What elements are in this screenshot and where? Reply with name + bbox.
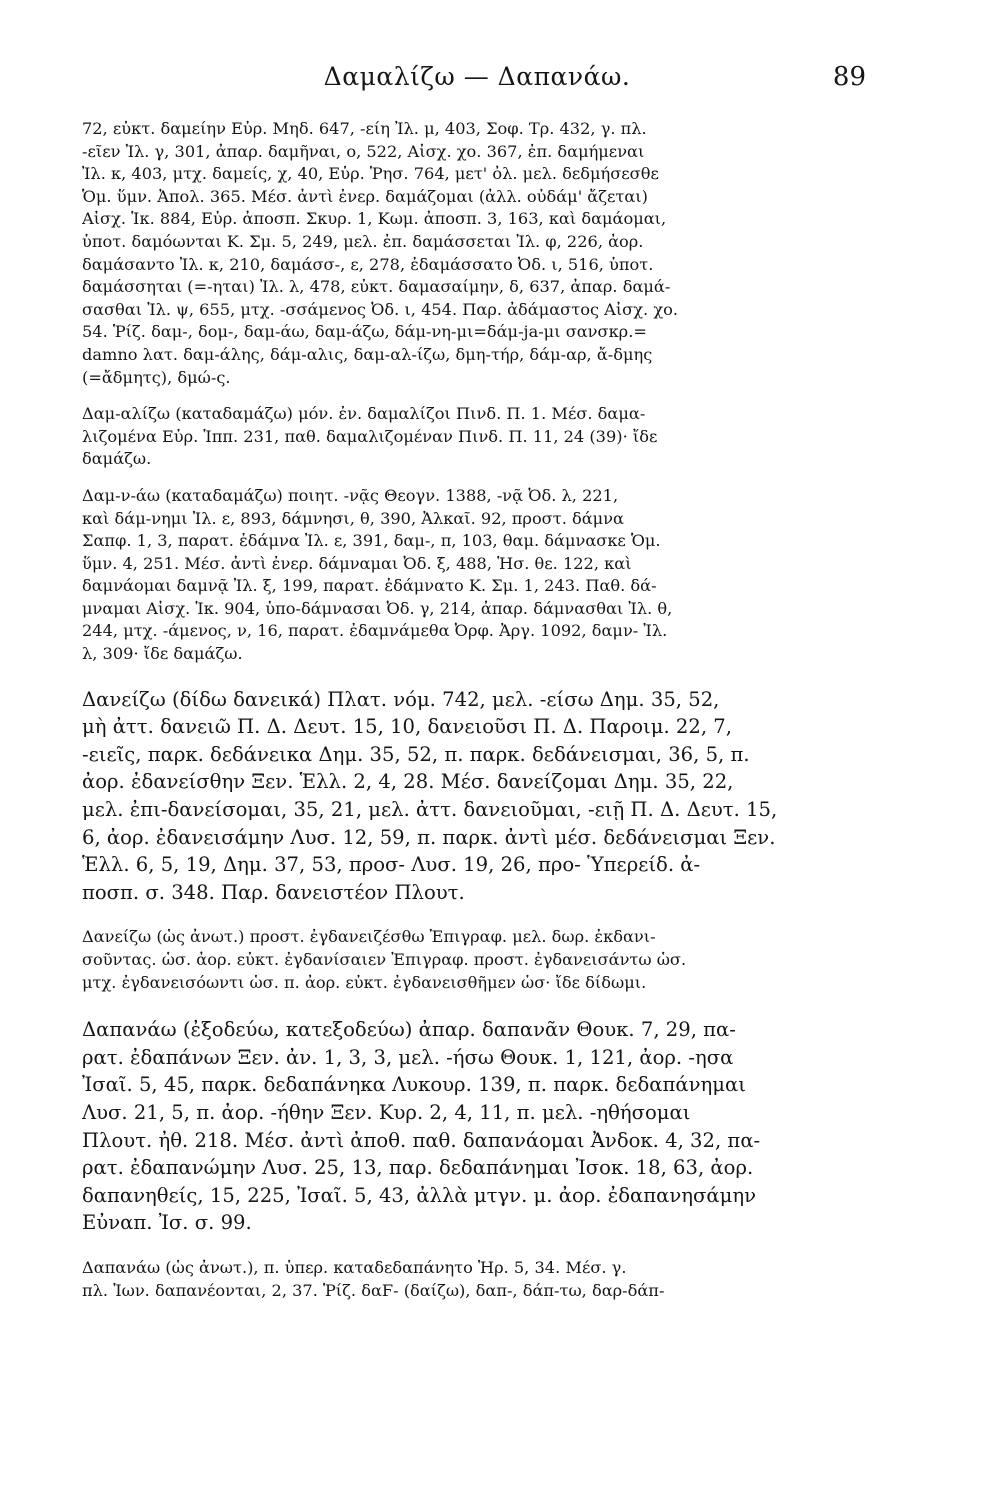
page-number: 89: [832, 62, 866, 92]
text-line: Σαπφ. 1, 3, παρατ. ἐδάμνα Ἰλ. ε, 391, δαμ-, π, 103, θαμ. δάμνασκε Ὁμ.: [82, 531, 661, 551]
text-line: Αἰσχ. Ἱκ. 884, Εὐρ. ἀποσπ. Σκυρ. 1, Κωμ. ἀποσπ. 3, 163, καὶ δαμάομαι,: [82, 209, 667, 229]
text-line: -ειεῖς, παρκ. δεδάνεικα Δημ. 35, 52, π. παρκ. δεδάνεισμαι, 36, 5, π.: [82, 742, 750, 766]
text-line: Δαπανάω (ὡς ἀνωτ.), π. ὑπερ. καταδεδαπάνητο Ἡρ. 5, 34. Μέσ. γ.: [82, 1257, 627, 1277]
text-line: Ἰλ. κ, 403, μτχ. δαμείς, χ, 40, Εὐρ. Ῥησ. 764, μετ' ὀλ. μελ. δεδμήσεσθε: [82, 164, 659, 184]
entry-dapanao-attic: [82, 1016, 868, 1237]
text-line: δαμνάομαι δαμνᾷ Ἰλ. ξ, 199, παρατ. ἐδάμνατο Κ. Σμ. 1, 243. Παθ. δά-: [82, 576, 657, 596]
text-line: ρατ. ἐδαπάνων Ξεν. ἀν. 1, 3, 3, μελ. -ήσω Θουκ. 1, 121, ἀορ. -ησα: [82, 1045, 734, 1069]
text-line: Δαπανάω (ἐξοδεύω, κατεξοδεύω) ἀπαρ. δαπανᾶν Θουκ. 7, 29, πα-: [82, 1018, 736, 1042]
text-line: Ἰσαῖ. 5, 45, παρκ. δεδαπάνηκα Λυκουρ. 139, π. παρκ. δεδαπάνημαι: [82, 1073, 746, 1097]
running-head: [82, 62, 872, 102]
text-line: δαμάσαντο Ἰλ. κ, 210, δαμάσσ-, ε, 278, ἐδαμάσσατο Ὀδ. ι, 516, ὑποτ.: [82, 254, 654, 274]
entry-damazo-continued: [82, 118, 868, 389]
entry-daneizo-dialect: [82, 926, 868, 994]
text-line: πλ. Ἰων. δαπανέονται, 2, 37. Ῥίζ. δαϜ- (δαίζω), δαπ-, δάπ-τω, δαρ-δάπ-: [82, 1280, 665, 1300]
text-line: λ, 309· ἴδε δαμάζω.: [82, 644, 243, 664]
text-line: σασθαι Ἰλ. ψ, 655, μτχ. -σσάμενος Ὀδ. ι, 454. Παρ. ἀδάμαστος Αἰσχ. χο.: [82, 299, 679, 319]
text-line: μὴ ἀττ. δανειῶ Π. Δ. Δευτ. 15, 10, δανειοῦσι Π. Δ. Παροιμ. 22, 7,: [82, 715, 732, 739]
text-line: Ὁμ. ὕμν. Ἀπολ. 365. Μέσ. ἀντὶ ἐνερ. δαμάζομαι (ἀλλ. οὐδάμ' ἄζεται): [82, 186, 648, 206]
text-line: Ἑλλ. 6, 5, 19, Δημ. 37, 53, προσ- Λυσ. 19, 26, προ- Ὑπερείδ. ἀ-: [82, 853, 701, 877]
text-line: 244, μτχ. -άμενος, ν, 16, παρατ. ἐδαμνάμεθα Ὀρφ. Ἀργ. 1092, δαμν- Ἰλ.: [82, 621, 668, 641]
text-line: ἀορ. ἐδανείσθην Ξεν. Ἑλλ. 2, 4, 28. Μέσ. δανείζομαι Δημ. 35, 22,: [82, 770, 734, 794]
text-line: δαπανηθείς, 15, 225, Ἰσαῖ. 5, 43, ἀλλὰ μτγν. μ. ἀορ. ἐδαπανησάμην: [82, 1183, 757, 1207]
entry-dapanao-dialect: [82, 1257, 868, 1302]
text-line: μτχ. ἐγδανεισόωντι ὡσ. π. ἀορ. εὐκτ. ἐγδανεισθῆμεν ὡσ· ἴδε δίδωμι.: [82, 972, 647, 992]
text-line: Πλουτ. ἠθ. 218. Μέσ. ἀντὶ ἀποθ. παθ. δαπανάομαι Ἀνδοκ. 4, 32, πα-: [82, 1128, 761, 1152]
text-line: ποσπ. σ. 348. Παρ. δανειστέον Πλουτ.: [82, 880, 465, 904]
text-line: δαμάσσηται (=-ηται) Ἰλ. λ, 478, εὐκτ. δαμασαίμην, δ, 637, ἀπαρ. δαμά-: [82, 277, 671, 297]
text-block: [82, 118, 868, 1302]
entry-damnao: [82, 485, 868, 666]
text-line: Δαμ-αλίζω (καταδαμάζω) μόν. ἐν. δαμαλίζοι Πινδ. Π. 1. Μέσ. δαμα-: [82, 404, 646, 424]
text-line: ρατ. ἐδαπανώμην Λυσ. 25, 13, παρ. δεδαπάνημαι Ἰσοκ. 18, 63, ἀορ.: [82, 1156, 754, 1180]
text-line: 6, ἀορ. ἐδανεισάμην Λυσ. 12, 59, π. παρκ. ἀντὶ μέσ. δεδάνεισμαι Ξεν.: [82, 825, 776, 849]
text-line: Λυσ. 21, 5, π. ἀορ. -ήθην Ξεν. Κυρ. 2, 4, 11, π. μελ. -ηθήσομαι: [82, 1100, 691, 1124]
text-line: Εὐναπ. Ἰσ. σ. 99.: [82, 1211, 252, 1235]
entry-daneizo-attic: [82, 686, 868, 907]
text-line: damno λατ. δαμ-άλης, δάμ-αλις, δαμ-αλ-ίζω, δμη-τήρ, δάμ-αρ, ἄ-δμης: [82, 344, 653, 364]
text-line: 54. Ῥίζ. δαμ-, δομ-, δαμ-άω, δαμ-άζω, δάμ-νη-μι=δάμ-ja-μι σανσκρ.=: [82, 322, 647, 342]
text-line: 72, εὐκτ. δαμείην Εὐρ. Μηδ. 647, -είη Ἰλ. μ, 403, Σοφ. Τρ. 432, γ. πλ.: [82, 119, 647, 138]
entry-damalizo: [82, 403, 868, 471]
text-line: σοῦντας. ὡσ. ἀορ. εὐκτ. ἐγδανίσαιεν Ἐπιγραφ. προστ. ἐγδανεισάντω ὡσ.: [82, 950, 687, 969]
text-line: -εῖεν Ἰλ. γ, 301, ἀπαρ. δαμῆναι, ο, 522, Αἰσχ. χο. 367, ἐπ. δαμήμεναι: [82, 141, 645, 161]
running-title: Δαμαλίζω — Δαπανάω.: [323, 62, 631, 91]
text-line: Δανείζω (δίδω δανεικά) Πλατ. νόμ. 742, μελ. -είσω Δημ. 35, 52,: [82, 687, 720, 711]
text-line: Δαμ-ν-άω (καταδαμάζω) ποιητ. -νᾷς Θεογν. 1388, -νᾷ Ὀδ. λ, 221,: [82, 485, 619, 505]
text-line: καὶ δάμ-νημι Ἰλ. ε, 893, δάμνησι, θ, 390, Ἀλκαῖ. 92, προστ. δάμνα: [82, 508, 624, 528]
text-line: Δανείζω (ὡς ἀνωτ.) προστ. ἐγδανειζέσθω Ἐπιγραφ. μελ. δωρ. ἐκδανι-: [82, 927, 656, 947]
text-line: ὑποτ. δαμόωνται Κ. Σμ. 5, 249, μελ. ἐπ. δαμάσσεται Ἰλ. φ, 226, ἀορ.: [82, 231, 644, 251]
text-line: μναμαι Αἰσχ. Ἱκ. 904, ὑπο-δάμνασαι Ὀδ. γ, 214, ἀπαρ. δάμνασθαι Ἰλ. θ,: [82, 598, 673, 618]
text-line: μελ. ἐπι-δανείσομαι, 35, 21, μελ. ἀττ. δανειοῦμαι, -ειῇ Π. Δ. Δευτ. 15,: [82, 798, 778, 822]
text-line: λιζομένα Εὐρ. Ἱππ. 231, παθ. δαμαλιζομέναν Πινδ. Π. 11, 24 (39)· ἴδε: [82, 426, 658, 446]
text-line: ὕμν. 4, 251. Μέσ. ἀντὶ ἐνερ. δάμναμαι Ὀδ. ξ, 488, Ἡσ. θε. 122, καὶ: [82, 553, 632, 573]
text-line: δαμάζω.: [82, 449, 152, 469]
text-line: (=ἄδμητς), δμώ-ς.: [82, 367, 231, 387]
